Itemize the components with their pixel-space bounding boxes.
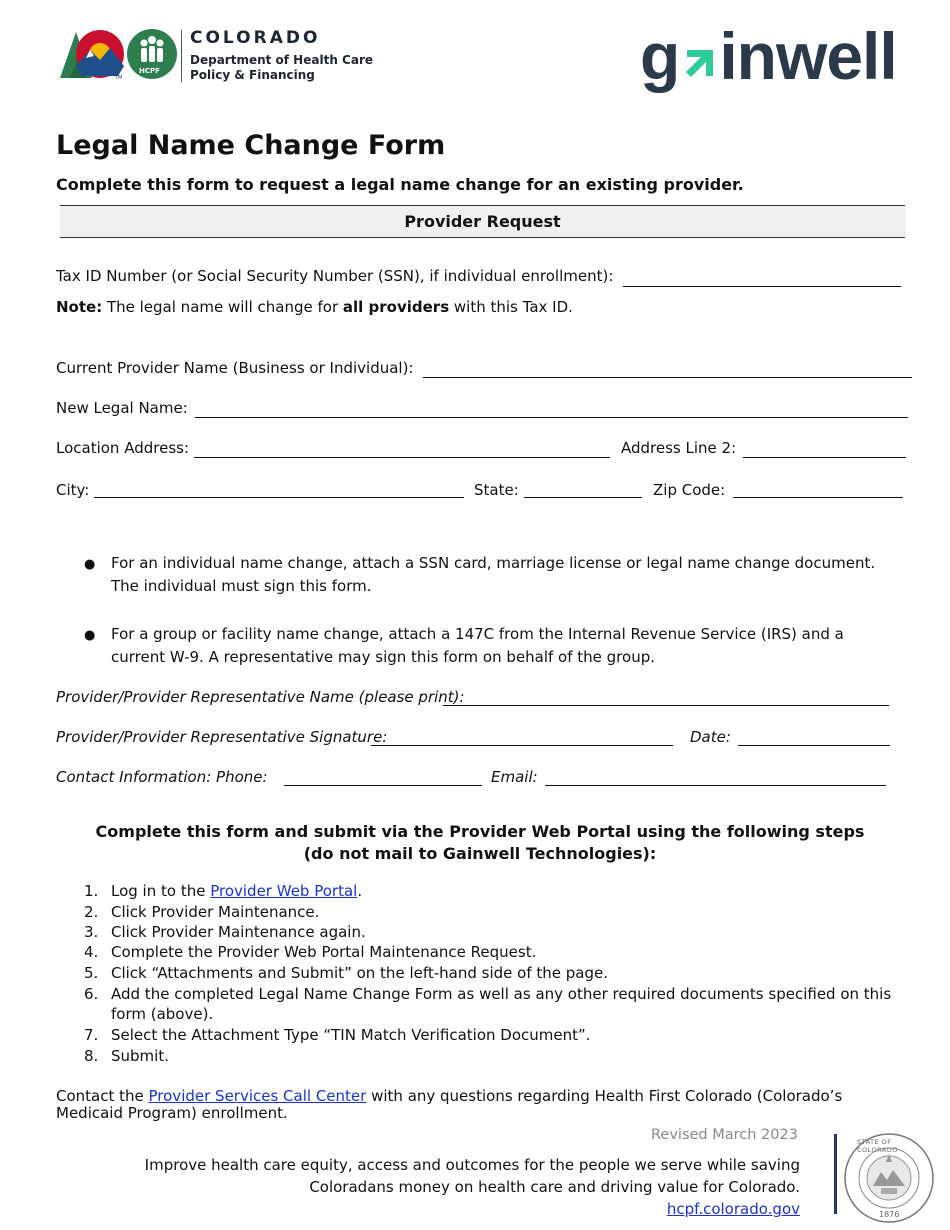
- dept-name-line2: Policy & Financing: [190, 68, 315, 82]
- rep-signature-input[interactable]: [371, 745, 673, 746]
- step-2-text: Click Provider Maintenance.: [111, 903, 320, 921]
- footer-mission-line2: Coloradans money on health care and driving value for Colorado.: [309, 1178, 800, 1196]
- submit-heading: [56, 821, 904, 865]
- step-6-text-line1: Add the completed Legal Name Change Form as well as any other required documents specified on this: [111, 985, 892, 1003]
- step-number: 3.: [84, 923, 99, 941]
- address-line2-input[interactable]: [743, 457, 906, 458]
- step-number: 4.: [84, 943, 99, 961]
- step-number: 5.: [84, 964, 99, 982]
- bullet-group-name-change: For a group or facility name change, attach a 147C from the Internal Revenue Service (IRS) and a current W-9. A representative may sign this form on behalf of the group.: [111, 625, 844, 666]
- step-6-text-line2: form (above).: [111, 1005, 214, 1023]
- step-2: [84, 903, 319, 921]
- step-8: [84, 1047, 169, 1065]
- step-7-text: Select the Attachment Type “TIN Match Verification Document”.: [111, 1026, 591, 1044]
- submit-heading-line1: Complete this form and submit via the Provider Web Portal using the following steps: [95, 822, 865, 841]
- rep-name-label: Provider/Provider Representative Name (please print):: [56, 688, 465, 706]
- section-header-provider-request: Provider Request: [60, 205, 905, 238]
- step-1-text: Log in to the: [111, 882, 211, 900]
- note-text-2: with this Tax ID.: [449, 298, 573, 316]
- hcpf-badge-text: HCPF: [139, 67, 160, 75]
- bullet-dot: ●: [84, 628, 96, 643]
- contact-post1: with any questions regarding Health First Colorado (Colorado’s: [366, 1087, 843, 1105]
- new-legal-name-label: New Legal Name:: [56, 399, 188, 417]
- current-provider-name-input[interactable]: [423, 377, 912, 378]
- phone-input[interactable]: [284, 785, 482, 786]
- city-input[interactable]: [94, 497, 464, 498]
- colorado-hcpf-logo: [56, 26, 376, 86]
- step-4: [84, 943, 536, 961]
- tax-id-input[interactable]: [623, 286, 901, 287]
- date-label: Date:: [690, 728, 731, 746]
- tax-id-note: [56, 298, 573, 316]
- bullet-individual-name-change: For an individual name change, attach a SSN card, marriage license or legal name change document. The individual must sign this form.: [111, 554, 876, 595]
- page-subtitle: Complete this form to request a legal name change for an existing provider.: [56, 175, 744, 194]
- gainwell-logo-g: g: [640, 19, 680, 93]
- note-bold: Note:: [56, 298, 103, 316]
- zip-code-input[interactable]: [733, 497, 903, 498]
- footer-mission-line1: Improve health care equity, access and outcomes for the people we serve while saving: [144, 1156, 800, 1174]
- hcpf-website-link[interactable]: hcpf.colorado.gov: [666, 1200, 800, 1218]
- provider-web-portal-link[interactable]: Provider Web Portal: [210, 882, 358, 900]
- step-1: [84, 882, 362, 900]
- step-6-continued: [111, 1005, 213, 1023]
- step-4-text: Complete the Provider Web Portal Maintenance Request.: [111, 943, 537, 961]
- address-line2-label: Address Line 2:: [621, 439, 737, 457]
- state-label: State:: [474, 481, 519, 499]
- contact-phone-label: Contact Information: Phone:: [56, 768, 268, 786]
- step-number: 6.: [84, 985, 99, 1003]
- submit-heading-line2: (do not mail to Gainwell Technologies):: [303, 844, 657, 863]
- logo-divider: [181, 30, 182, 82]
- email-label: Email:: [491, 768, 538, 786]
- city-label: City:: [56, 481, 90, 499]
- step-number: 8.: [84, 1047, 99, 1065]
- note-text-1: The legal name will change for: [102, 298, 343, 316]
- gainwell-logo: [640, 18, 912, 98]
- rep-name-input[interactable]: [443, 705, 889, 706]
- step-5-text: Click “Attachments and Submit” on the left-hand side of the page.: [111, 964, 608, 982]
- colorado-mountain-icon: [56, 26, 181, 82]
- location-address-label: Location Address:: [56, 439, 190, 457]
- note-bold-all-providers: all providers: [342, 298, 450, 316]
- trademark-mark: TM: [115, 75, 123, 81]
- revised-date: Revised March 2023: [651, 1127, 798, 1143]
- state-seal: [843, 1132, 935, 1224]
- step-number: 2.: [84, 903, 99, 921]
- current-provider-name-label: Current Provider Name (Business or Individual):: [56, 359, 414, 377]
- step-number: 7.: [84, 1026, 99, 1044]
- step-8-text: Submit.: [111, 1047, 169, 1065]
- state-input[interactable]: [524, 497, 642, 498]
- contact-line1: [56, 1088, 842, 1105]
- seal-year: 1876: [879, 1210, 900, 1219]
- contact-pre: Contact the: [56, 1087, 149, 1105]
- location-address-input[interactable]: [194, 457, 610, 458]
- footer-mission: [145, 1154, 800, 1220]
- email-input[interactable]: [545, 785, 886, 786]
- step-7: [84, 1026, 591, 1044]
- gainwell-logo-inwell: inwell: [719, 19, 897, 93]
- step-5: [84, 964, 608, 982]
- bullet-dot: ●: [84, 557, 96, 572]
- rep-signature-label: Provider/Provider Representative Signature:: [56, 728, 388, 746]
- contact-paragraph: [56, 1088, 842, 1122]
- colorado-wordmark: COLORADO: [190, 28, 321, 48]
- step-3-text: Click Provider Maintenance again.: [111, 923, 366, 941]
- tax-id-label: Tax ID Number (or Social Security Number (SSN), if individual enrollment):: [56, 267, 614, 285]
- provider-services-call-center-link[interactable]: Provider Services Call Center: [148, 1087, 367, 1105]
- step-1-period: .: [357, 882, 363, 900]
- page-title: Legal Name Change Form: [56, 130, 446, 161]
- zip-code-label: Zip Code:: [653, 481, 726, 499]
- dept-name-line1: Department of Health Care: [190, 53, 373, 67]
- new-legal-name-input[interactable]: [195, 417, 908, 418]
- footer-divider: [834, 1134, 837, 1214]
- date-input[interactable]: [738, 745, 890, 746]
- step-number: 1.: [84, 882, 99, 900]
- gainwell-arrow-icon: [679, 36, 719, 96]
- step-6: [84, 985, 891, 1003]
- step-3: [84, 923, 366, 941]
- contact-line2: Medicaid Program) enrollment.: [56, 1104, 288, 1122]
- seal-top-text: STATE OF COLORADO: [857, 1138, 898, 1154]
